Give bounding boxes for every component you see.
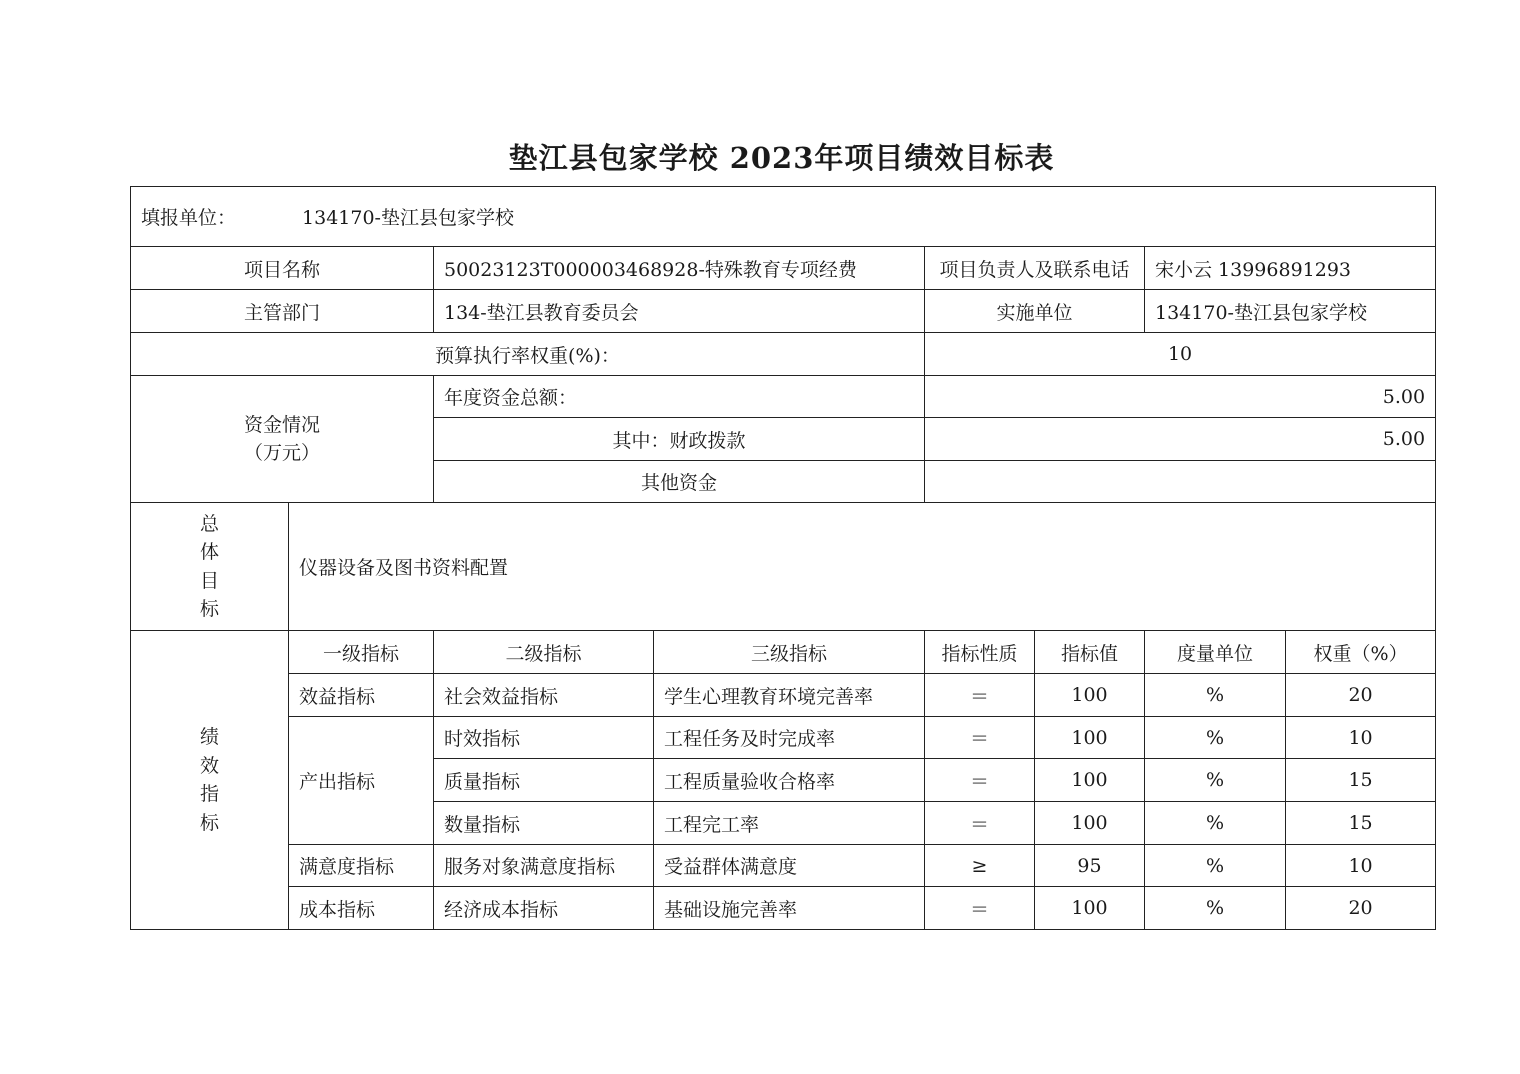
indicators-char: 指 [199, 783, 219, 805]
cell-nature: ＝ [925, 717, 1035, 759]
header-level1: 一级指标 [289, 631, 434, 674]
header-value: 指标值 [1035, 631, 1145, 674]
funds-annual-label: 年度资金总额： [434, 376, 925, 418]
cell-value: 100 [1035, 717, 1145, 759]
cell-level2: 经济成本指标 [434, 887, 654, 930]
cell-value: 95 [1035, 845, 1145, 887]
overall-goal-label [131, 503, 289, 631]
table-row [131, 717, 1436, 759]
indicators-char: 绩 [199, 726, 219, 748]
department-row [131, 290, 1436, 333]
funds-other-label: 其他资金 [434, 461, 925, 503]
budget-weight-label: 预算执行率权重(%)： [131, 333, 925, 376]
funds-fiscal-label: 其中：财政拨款 [434, 418, 925, 461]
cell-level3: 工程质量验收合格率 [654, 759, 925, 802]
cell-nature: ＝ [925, 887, 1035, 930]
cell-unit: % [1145, 845, 1286, 887]
table-row [131, 674, 1436, 717]
overall-goal-char: 目 [199, 569, 219, 592]
indicators-label [131, 631, 289, 930]
header-unit: 度量单位 [1145, 631, 1286, 674]
cell-level3: 工程任务及时完成率 [654, 717, 925, 759]
cell-level3: 工程完工率 [654, 802, 925, 845]
header-level3: 三级指标 [654, 631, 925, 674]
cell-level2: 数量指标 [434, 802, 654, 845]
cell-level1: 满意度指标 [289, 845, 434, 887]
cell-unit: % [1145, 759, 1286, 802]
header-level2: 二级指标 [434, 631, 654, 674]
performance-table [130, 186, 1436, 930]
cell-weight: 20 [1286, 674, 1436, 717]
cell-level2: 质量指标 [434, 759, 654, 802]
cell-nature: ＝ [925, 802, 1035, 845]
project-name-value: 50023123T000003468928-特殊教育专项经费 [434, 247, 925, 290]
cell-weight: 10 [1286, 845, 1436, 887]
impl-label: 实施单位 [925, 290, 1145, 333]
cell-unit: % [1145, 674, 1286, 717]
funds-annual-row [131, 376, 1436, 418]
cell-level3: 学生心理教育环境完善率 [654, 674, 925, 717]
indicator-header-row [131, 631, 1436, 674]
reporting-unit-row [131, 187, 1436, 247]
budget-weight-value: 10 [925, 333, 1436, 376]
project-contact-value: 宋小云 13996891293 [1145, 247, 1436, 290]
cell-unit: % [1145, 887, 1286, 930]
header-nature: 指标性质 [925, 631, 1035, 674]
project-name-label: 项目名称 [131, 247, 434, 290]
header-weight: 权重（%） [1286, 631, 1436, 674]
project-name-row [131, 247, 1436, 290]
funds-label-line2: （万元） [243, 442, 320, 464]
indicators-char: 标 [199, 811, 219, 834]
project-contact-label: 项目负责人及联系电话 [925, 247, 1145, 290]
table-row [131, 887, 1436, 930]
cell-value: 100 [1035, 802, 1145, 845]
cell-value: 100 [1035, 674, 1145, 717]
budget-weight-row [131, 333, 1436, 376]
cell-level1: 效益指标 [289, 674, 434, 717]
funds-fiscal-value: 5.00 [925, 418, 1436, 461]
overall-goal-char: 总 [199, 512, 219, 535]
cell-weight: 20 [1286, 887, 1436, 930]
table-row [131, 845, 1436, 887]
dept-value: 134-垫江县教育委员会 [434, 290, 925, 333]
dept-label: 主管部门 [131, 290, 434, 333]
cell-level2: 服务对象满意度指标 [434, 845, 654, 887]
cell-level3: 基础设施完善率 [654, 887, 925, 930]
overall-goal-value: 仪器设备及图书资料配置 [289, 503, 1436, 631]
cell-nature: ≥ [925, 845, 1035, 887]
cell-level2: 社会效益指标 [434, 674, 654, 717]
cell-level2: 时效指标 [434, 717, 654, 759]
indicators-char: 效 [199, 754, 219, 777]
overall-goal-row [131, 503, 1436, 631]
reporting-unit-label: 填报单位： [141, 207, 237, 229]
cell-value: 100 [1035, 887, 1145, 930]
cell-level1: 成本指标 [289, 887, 434, 930]
page-title: 垫江县包家学校 2023年项目绩效目标表 [508, 141, 1055, 175]
cell-level3: 受益群体满意度 [654, 845, 925, 887]
cell-nature: ＝ [925, 674, 1035, 717]
overall-goal-char: 标 [199, 598, 219, 620]
funds-annual-value: 5.00 [925, 376, 1436, 418]
overall-goal-char: 体 [199, 541, 219, 563]
reporting-unit-cell [131, 187, 1436, 247]
cell-value: 100 [1035, 759, 1145, 802]
cell-weight: 10 [1286, 717, 1436, 759]
cell-weight: 15 [1286, 802, 1436, 845]
cell-weight: 15 [1286, 759, 1436, 802]
cell-unit: % [1145, 717, 1286, 759]
impl-value: 134170-垫江县包家学校 [1145, 290, 1436, 333]
cell-nature: ＝ [925, 759, 1035, 802]
cell-level1: 产出指标 [289, 717, 434, 845]
funds-label [131, 376, 434, 503]
cell-unit: % [1145, 802, 1286, 845]
reporting-unit-value: 134170-垫江县包家学校 [302, 207, 514, 229]
funds-other-value [925, 461, 1436, 503]
funds-label-line1: 资金情况 [243, 414, 320, 436]
